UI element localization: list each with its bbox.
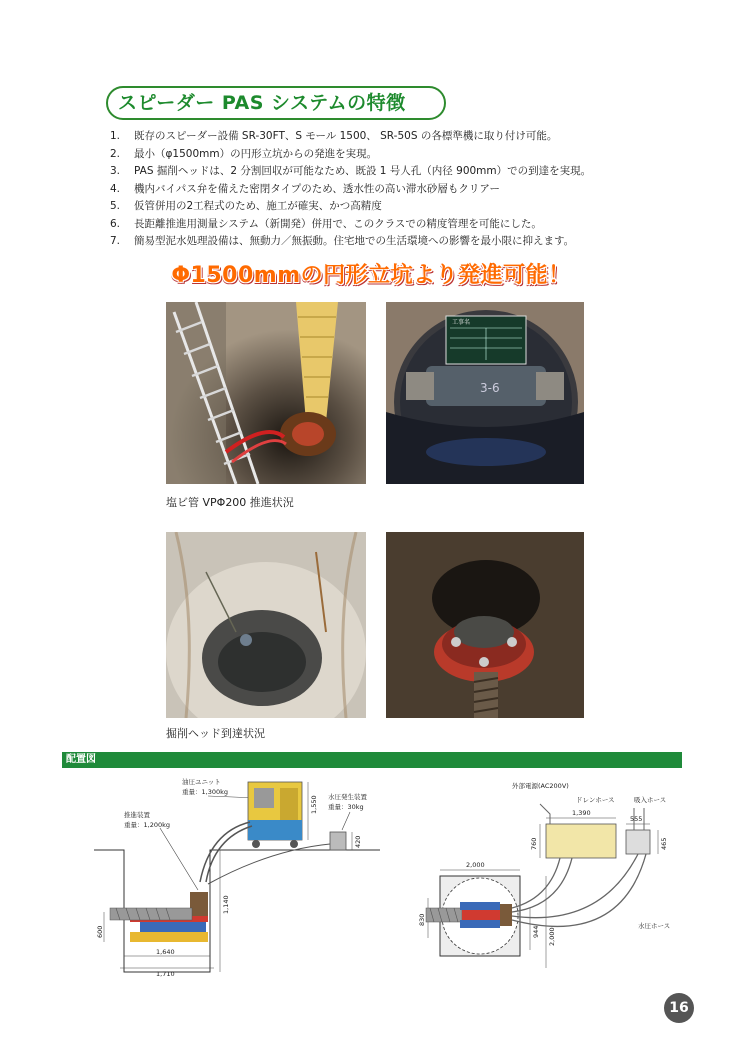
label-water-hose: 水圧ホース (638, 922, 671, 930)
list-item: 1. 既存のスピーダー設備 SR-30FT、S モール 1500、 SR-50S の各標準機に取り付け可能。 (110, 130, 558, 142)
pipe-marking: 3-6 (480, 381, 500, 395)
banner-headline: Φ1500mmの円形立坑より発進可能！ (171, 263, 571, 288)
label-pusher-weight: 重量：1,200kg (124, 821, 170, 829)
caption-row2: 掘削ヘッド到達状況 (166, 727, 265, 740)
dim-1640: 1,640 (156, 948, 175, 956)
caption-row1: 塩ビ管 VPΦ200 推進状況 (166, 496, 294, 509)
list-item: 7. 簡易型泥水処理設備は、無動力／無振動。住宅地での生活環境への影響を最小限に抑えます。 (110, 235, 575, 247)
dim-2000-side: 2,000 (548, 927, 556, 946)
list-item: 5. 仮管併用の2工程式のため、施工が確実、かつ高精度 (110, 200, 382, 212)
feature-list (110, 128, 690, 251)
dim-1140: 1,140 (222, 895, 230, 914)
label-hydraulic-weight: 重量：1,300kg (182, 788, 228, 796)
list-item: 6. 長距離推進用測量システム（新開発）併用で、このクラスでの精度管理を可能にした。 (110, 217, 542, 230)
list-item: 4. 機内バイパス弁を備えた密閉タイプのため、透水性の高い滞水砂層もクリアー (110, 182, 501, 195)
page-title: スピーダー PAS システムの特徴 (118, 92, 406, 114)
dim-2000-top: 2,000 (466, 861, 485, 869)
label-drain-hose: ドレンホース (576, 796, 615, 804)
list-item: 2. 最小（φ1500mm）の円形立坑からの発進を実現。 (110, 147, 378, 160)
photo-pipe-board (386, 302, 584, 484)
dim-830: 830 (418, 913, 426, 926)
label-suction-hose: 吸入ホース (634, 796, 667, 804)
layout-diagram-side (90, 772, 390, 982)
dim-600: 600 (96, 925, 104, 938)
photo-shaft-top (166, 532, 366, 718)
label-power: 外部電源(AC200V) (512, 782, 569, 790)
label-hydraulic-unit: 油圧ユニット (182, 778, 221, 786)
label-pusher: 推進装置 (124, 811, 150, 819)
photo-shaft-ladder (166, 302, 366, 484)
section-bar (62, 752, 682, 768)
photo-cutting-head (386, 532, 584, 718)
dim-555: 555 (630, 815, 643, 823)
label-water-generator: 水圧発生装置 (328, 793, 367, 801)
dim-1390: 1,390 (572, 809, 591, 817)
dim-1550: 1,550 (310, 795, 318, 814)
section-title: 配置図 (66, 754, 96, 765)
dim-760: 760 (530, 837, 538, 850)
dim-1710: 1,710 (156, 970, 175, 978)
dim-420: 420 (354, 835, 362, 848)
layout-diagram-plan (400, 778, 690, 988)
label-water-generator-weight: 重量：30kg (328, 803, 364, 811)
list-item: 3. PAS 掘削ヘッドは、2 分割回収が可能なため、既設 1 号人孔（内径 900mm）での到達を実現。 (110, 165, 592, 177)
dim-465: 465 (660, 837, 668, 850)
page-number: 16 (664, 993, 694, 1023)
dim-944: 944 (532, 925, 540, 938)
board-title: 工事名 (452, 319, 471, 326)
